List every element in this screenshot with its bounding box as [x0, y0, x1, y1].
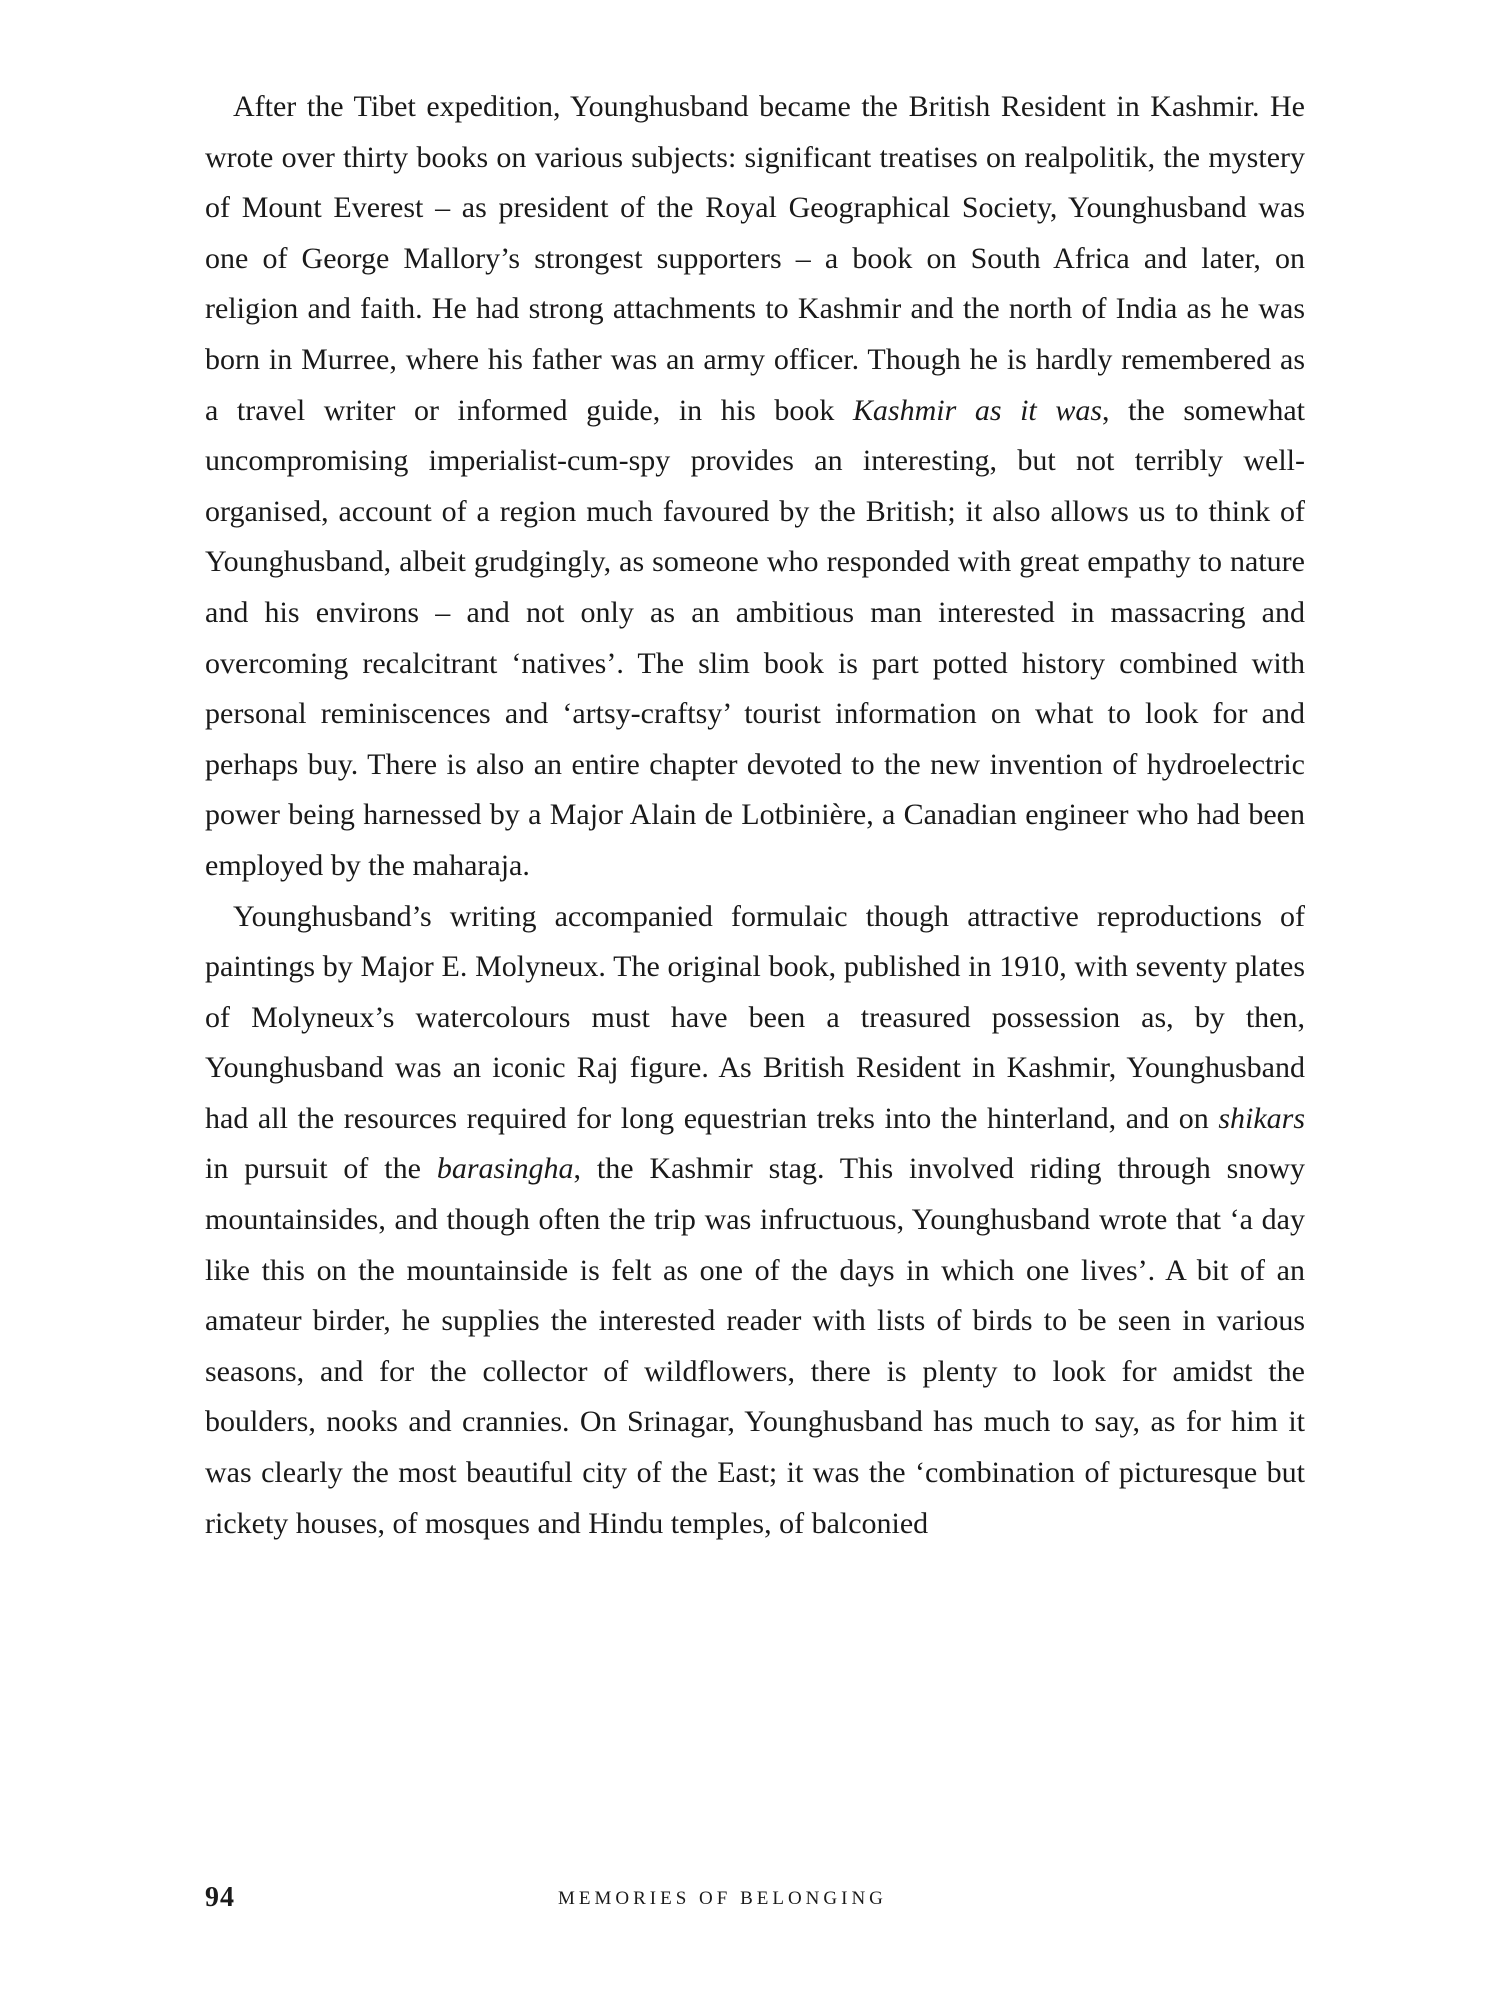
- text-segment: , the somewhat uncompromising imperialist-cum-spy provides an interesting, but not terribly well-organised, account of a region much favoured by the British; it also allows us to think of Younghusband, albeit grudgingly, as someone who responded with great empathy to nature and his environs – and not only as an ambitious man interested in massacring and overcoming recalcitrant ‘natives’. The slim book is part potted history combined with personal reminiscences and ‘artsy-craftsy’ tourist information on what to look for and perhaps buy. There is also an entire chapter devoted to the new invention of hydroelectric power being harnessed by a Major Alain de Lotbinière, a Canadian engineer who had been employed by the maharaja.: [205, 393, 1305, 882]
- text-segment: After the Tibet expedition, Younghusband became the British Resident in Kashmir. He wrote over thirty books on various subjects: significant treatises on realpolitik, the mystery of Mount Everest – as president of the Royal Geographical Society, Younghusband was one of George Mallory’s strongest supporters – a book on South Africa and later, on religion and faith. He had strong attachments to Kashmir and the north of India as he was born in Murree, where his father was an army officer. Though he is hardly remembered as a travel writer or informed guide, in his book: [205, 90, 1305, 427]
- term-italic: barasingha: [436, 1152, 574, 1186]
- text-segment: in pursuit of the: [205, 1152, 437, 1186]
- book-title-italic: Kashmir as it was: [852, 393, 1103, 427]
- text-segment: Younghusband’s writing accompanied formulaic though attractive reproductions of paintings by Major E. Molyneux. The original book, published in 1910, with seventy plates of Molyneux’s watercolours must have been a treasured possession as, by then, Younghusband was an iconic Raj figure. As British Resident in Kashmir, Younghusband had all the resources required for long equestrian treks into the hinterland, and on: [205, 899, 1305, 1135]
- page-number: 94: [205, 1882, 235, 1913]
- paragraph-1: [205, 82, 1305, 892]
- paragraph-2: [205, 892, 1305, 1550]
- body-text: [205, 82, 1305, 1549]
- text-segment: , the Kashmir stag. This involved riding through snowy mountainsides, and though often the trip was infructuous, Younghusband wrote that ‘a day like this on the mountainside is felt as one of the days in which one lives’. A bit of an amateur birder, he supplies the interested reader with lists of birds to be seen in various seasons, and for the collector of wildflowers, there is plenty to look for amidst the boulders, nooks and crannies. On Srinagar, Younghusband has much to say, as for him it was clearly the most beautiful city of the East; it was the ‘combination of picturesque but rickety houses, of mosques and Hindu temples, of balconied: [205, 1152, 1305, 1540]
- running-title: MEMORIES OF BELONGING: [558, 1888, 887, 1909]
- term-italic: shikars: [1218, 1101, 1305, 1135]
- page-footer: [205, 1882, 1305, 1922]
